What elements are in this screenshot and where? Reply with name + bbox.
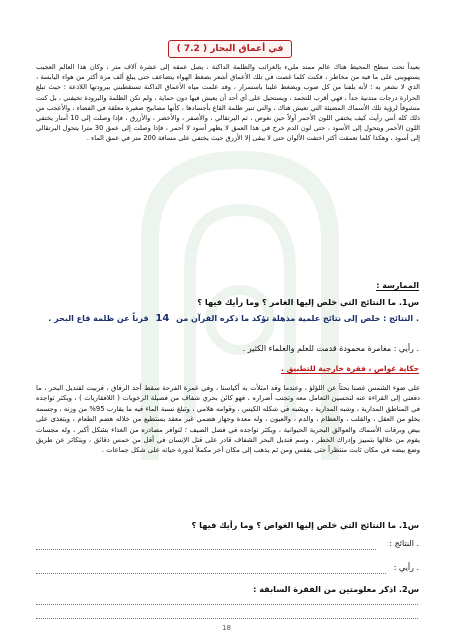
results-label: . النتائج :: [389, 539, 419, 548]
info-answer-line-2[interactable]: [36, 618, 418, 619]
paragraph-jellyfish: على ضوء الشمس غصنا بحثاً عن اللؤلؤ ، وعندما وقد امتلأت به أكياسنا ، وفي غمرة الفرحة سقط أحد الرفاق ، فربيت لقنديل البحر ، ما دفعني إلى القراءة عنه لتحسين التعامل معه وتجنب أضراره ، فهو كائن بحري شفاف من فصيلة الرخويات ( اللافقاريات ) ، ويكثر تواجده في المناطق المدارية ، وشبه المدارية ، ويشبه في شكله الكيس ، وقوامه هلامي ، وتبلغ نسبة الماء فيه ما يقارب 95% من وزنه ، وجسمه يخلو من العقل ، والقلب ، والعظام ، والدم ، والعيون ، وله معدة وجهاز هضمي غير معقد يستطيع من خلاله هضم الطعام ، ويتغذى على بيض وبرقات الأسماك والعوالق البحرية الحيوانية ، ويكثر تواجده في فصل الصيف ؛ لتوافر مصادره من الغذاء بشكل أكبر ، وله مجسات يقوم من خلالها بتمييز وإدراك الخطر ، وسم قنديل البحر الشفاف قادر على قتل الإنسان في أقل من خمس دقائق ، ويتكاثر عن طريق وضع بيضه في مكان ثابت منتظراً حتى يفقس ومن ثم يذهب إلى مكان آخر مكملاً لدورة حياته على شكل جماعات .: [36, 384, 420, 455]
question-1: س1. ما النتائج التي خلص إليها الغامر ؟ وما رأيك فيها ؟: [197, 297, 419, 307]
opinion-answer: . رأيي : مغامرة محمودة قدمت للعلم والعلماء الكثير .: [242, 344, 419, 353]
paragraph-deep-sea: بعيداً تحت سطح المحيط هناك عالم ممتد مليء بالغرائب والظلمة الداكنة ، يصل عمقه إلى عشرة آلاف متر ، وكان هذا العالم العجيب يستهوينى على ما فيه من مخاطر ، فكنت كلما غصت في تلك الأعماق أشعر بضغط الهواء يتضاعف حتى يبلغ ألف مرة أكثر من هواء اليابسة ، الذي لا نشعر به ؛ لأنه يلفنا من كل صوب ويضغط علينا باستمرار ، وقد علمت مياه الأعماق الداكنة تستقطبني ببرودتها اللاذعة ؛ حيث تبلغ الحرارة درجات متدنية جداً ، فهي أقرب للتجمد ، ويستحيل على أي أحد أن يعيش فيها دون حماية ، ولم تكن الظلمة والبرودة تخيفني ، بل كنت متشوقاً لرؤية تلك الأسماك المضيئة التي تعيش هناك ، والتي تنير ظلمة القاع بأجسادها ، كأنها مصابيح صغيرة معلقة في الفضاء ، والأعجب من ذلك كله أنني رأيت كيف يختفي اللون الأحمر أولاً حين نغوص ، ثم البرتقالي ، والأصفر ، والأخضر ، والأزرق ، فإذا وصلت إلى 10 أمتار يختفي اللون الأحمر ويتحول إلى الأسود ، حتى لون الدم خرج في هذا العمق لا يظهر أسود لا أحمر ، فإذا وصلت إلى عمق 30 مترا يتحول البرتقالي إلى أسود ، وهكذا كلما تعمقت أكثر اختفت الألوان حتى لا يبقى إلا الأزرق حيث يختفي على مسافة 200 متر في عمق الماء .: [36, 63, 420, 143]
opinion-label: . رأيي :: [393, 563, 419, 572]
subsection-title: حكاية غواص ، فقرة خارجية للتطبيق .: [281, 364, 419, 373]
results-answer-line[interactable]: [36, 549, 376, 550]
page-number: 18: [222, 624, 231, 632]
answer-prefix: . النتائج : خلص إلى نتائج علمية مذهلة تؤكد ما ذكره القرآن من: [176, 314, 419, 323]
opinion-answer-line[interactable]: [36, 573, 386, 574]
question-2: س1. ما النتائج التي خلص إليها الغواص ؟ وما رأيك فيها ؟: [191, 520, 419, 530]
info-answer-line-1[interactable]: [36, 604, 418, 605]
section-title: في أعماق البحار ( 7.2 ): [168, 40, 292, 58]
question-3: س2. اذكر معلومتين من الفقرة السابقة :: [253, 584, 419, 594]
practice-label: الممارسة :: [376, 281, 419, 290]
answer-number: 14: [155, 313, 170, 324]
answer-results: [35, 313, 419, 325]
answer-suffix: قرناً عن ظلمة قاع البحر .: [48, 314, 149, 323]
